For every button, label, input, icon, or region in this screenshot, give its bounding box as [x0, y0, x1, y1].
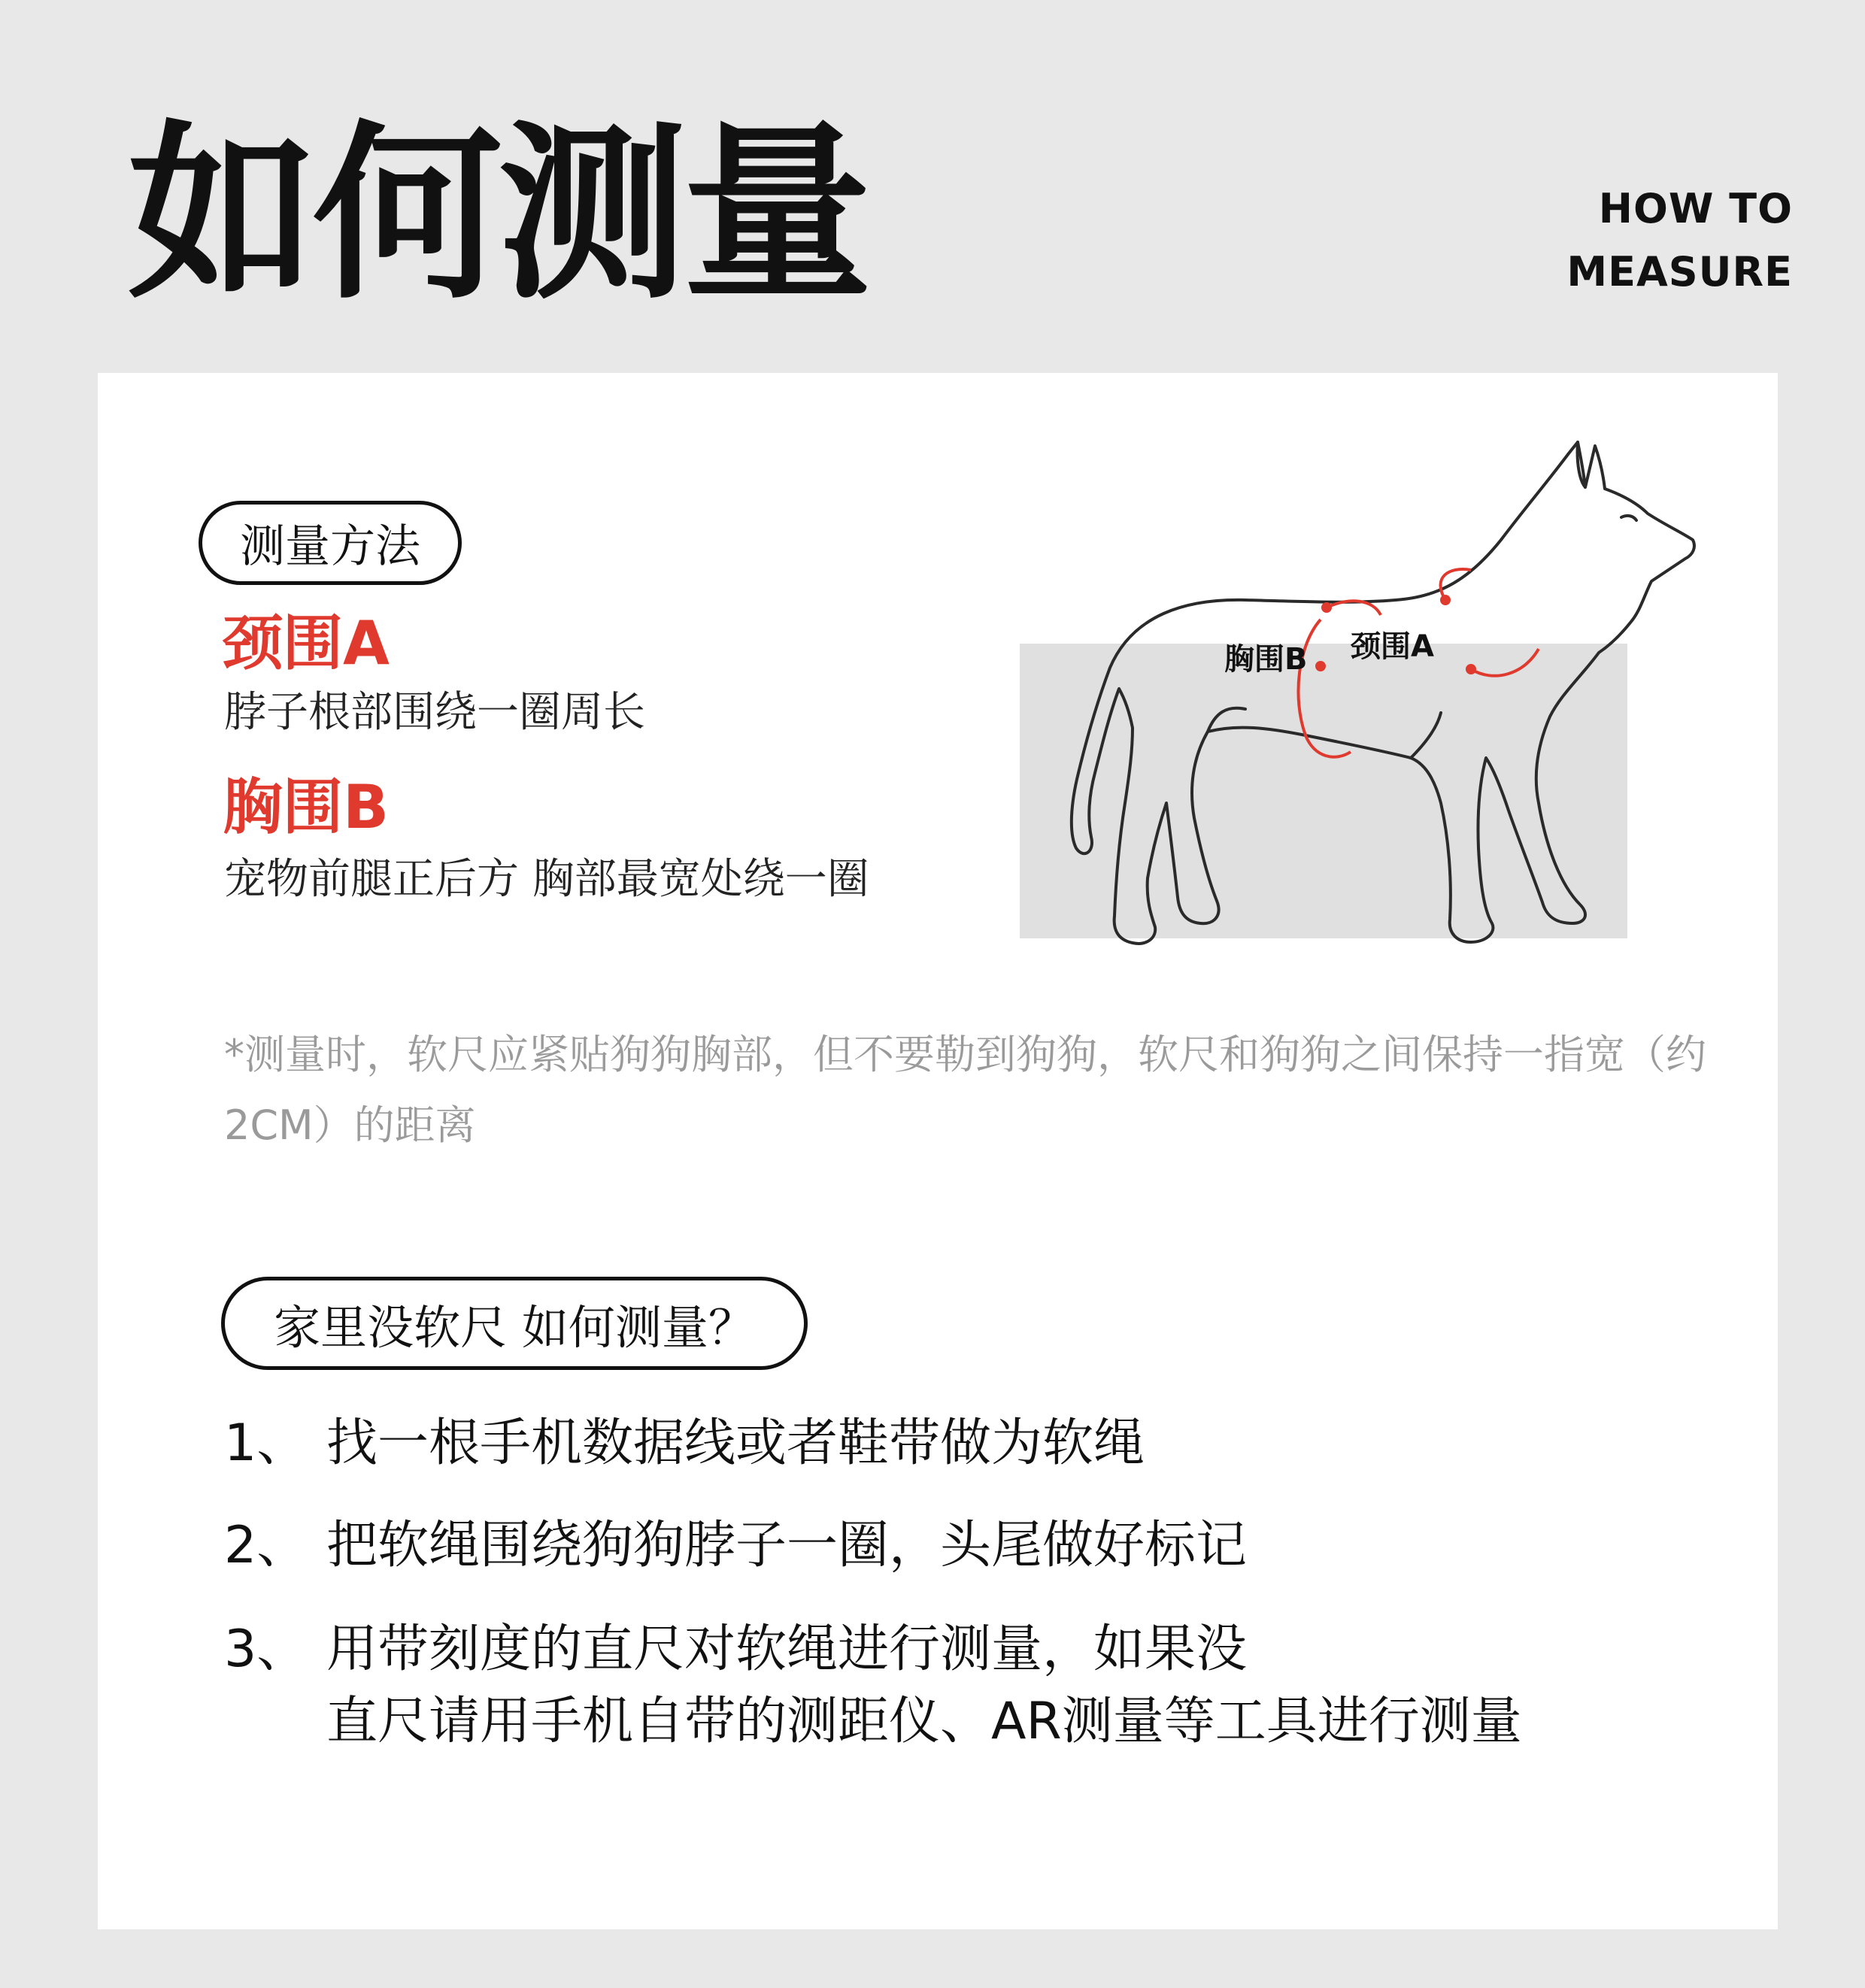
neck-label: 颈围A — [223, 608, 390, 678]
step-2 — [224, 1510, 1653, 1585]
measure-note: *测量时，软尺应紧贴狗狗胸部，但不要勒到狗狗，软尺和狗狗之间保持一指宽（约2CM）的距离 — [224, 1031, 1706, 1149]
chest-label: 胸围B — [223, 772, 389, 842]
diagram-chest-label: 胸围B — [1224, 642, 1308, 677]
step-3-text-line-2: 直尺请用手机自带的测距仪、AR测量等工具进行测量 — [326, 1692, 1522, 1751]
step-3-number: 3、 — [224, 1620, 308, 1679]
diagram-neck-label: 颈围A — [1351, 629, 1434, 664]
step-1-number: 1、 — [224, 1414, 308, 1473]
dog-measurement-diagram — [1020, 427, 1727, 953]
page-title: 如何测量 — [128, 105, 869, 325]
subtitle-line-2: MEASURE — [1566, 248, 1793, 295]
step-1-text: 找一根手机数据线或者鞋带做为软绳 — [326, 1414, 1145, 1473]
subtitle-line-1: HOW TO — [1598, 185, 1793, 232]
chest-description: 宠物前腿正后方 胸部最宽处绕一圈 — [224, 855, 869, 904]
step-3 — [224, 1614, 1713, 1764]
method-pill: 测量方法 — [199, 501, 462, 585]
step-2-text: 把软绳围绕狗狗脖子一圈，头尾做好标记 — [326, 1516, 1248, 1575]
content-card — [98, 373, 1778, 1929]
step-1 — [224, 1408, 1653, 1483]
neck-description: 脖子根部围绕一圈周长 — [224, 688, 645, 737]
step-3-text-line-1: 用带刻度的直尺对软绳进行测量，如果没 — [326, 1620, 1248, 1679]
no-tape-pill: 家里没软尺 如何测量？ — [221, 1277, 808, 1370]
step-2-number: 2、 — [224, 1516, 308, 1575]
page-subtitle-en — [1566, 177, 1793, 304]
